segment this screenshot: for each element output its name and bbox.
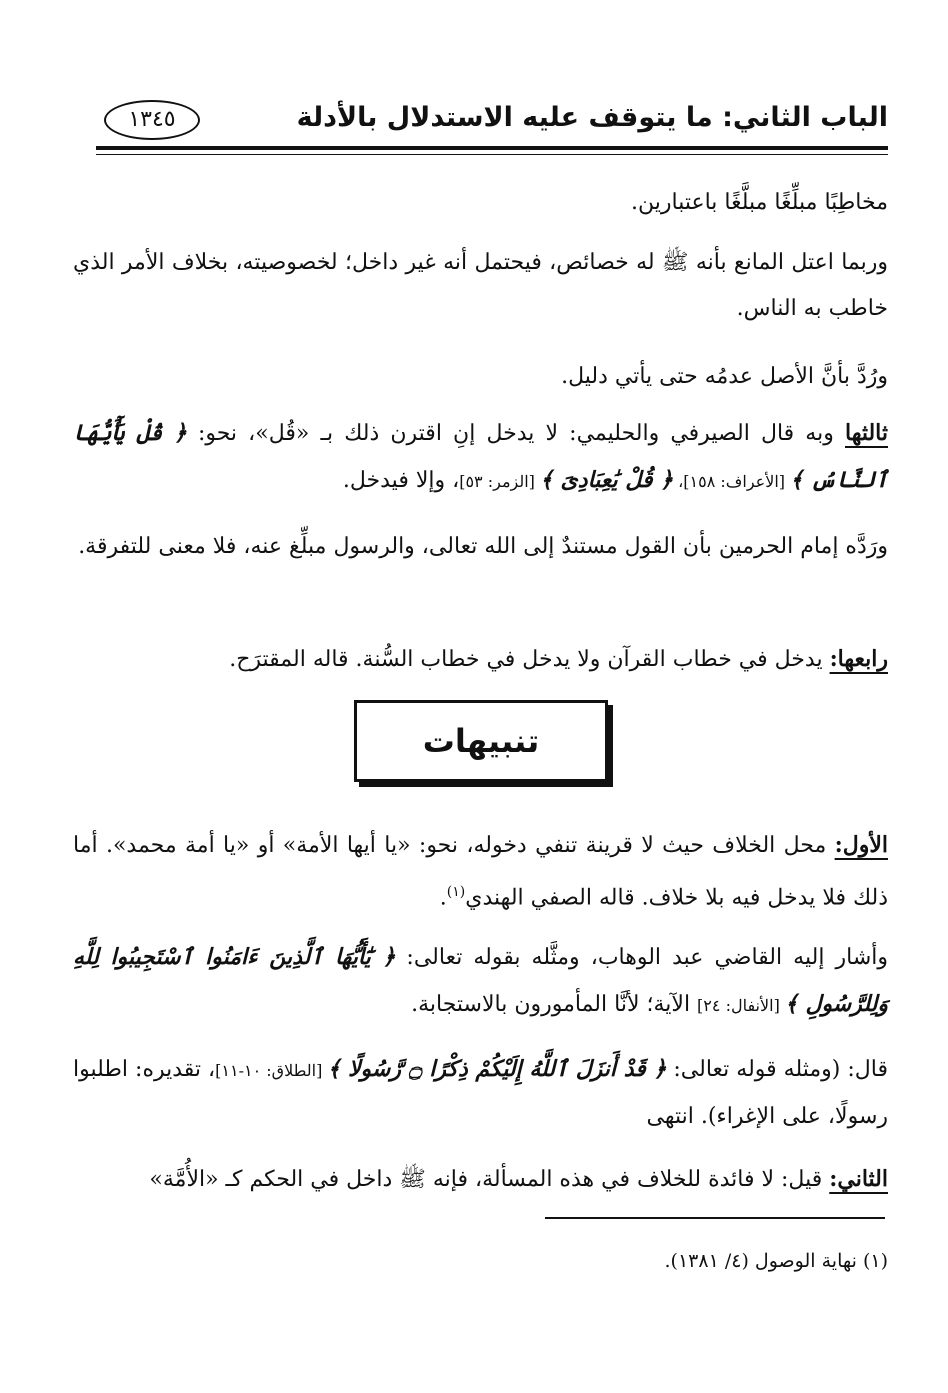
footnote-marker[interactable]: (١) xyxy=(446,884,466,900)
verse-reference: [الأنفال: ٢٤] xyxy=(697,996,785,1015)
paragraph-text: وأشار إليه القاضي عبد الوهاب، ومثَّله بقوله تعالى: xyxy=(395,945,888,970)
paragraph-text: ، تقديره: اطلبوا رسولًا، على الإغراء). انتهى xyxy=(73,1057,888,1129)
paragraph-10 xyxy=(73,1156,888,1203)
header-rule-thick xyxy=(96,146,888,150)
paragraph-text: محل الخلاف حيث لا قرينة تنفي دخوله، نحو: «يا أيها الأمة» أو «يا أمة محمد». أما ذلك فلا يدخل فيه بلا خلاف. قاله الصفي الهندي xyxy=(73,833,888,911)
quran-verse: ﴿ قَدْ أَنزَلَ ٱللَّهُ إِلَيْكُمْ ذِكْرًا ۝ رَّسُولًا ﴾ xyxy=(327,1056,667,1082)
paragraph-8 xyxy=(73,934,888,1029)
footnote-separator xyxy=(545,1217,885,1219)
paragraph-lead: ثالثها xyxy=(844,420,888,446)
page-number: ١٣٤٥ xyxy=(104,100,200,140)
paragraph-7 xyxy=(73,822,888,921)
paragraph-3: ورُدَّ بأنَّ الأصل عدمُه حتى يأتي دليل. xyxy=(561,364,888,389)
section-heading-box xyxy=(354,700,608,782)
paragraph-text: الآية؛ لأنَّا المأمورون بالاستجابة. xyxy=(411,992,698,1017)
paragraph-2: وربما اعتل المانع بأنه ﷺ له خصائص، فيحتمل أنه غير داخل؛ لخصوصيته، بخلاف الأمر الذي خاطب به الناس. xyxy=(73,250,888,321)
paragraph-9 xyxy=(73,1046,888,1140)
paragraph-lead: رابعها: xyxy=(829,646,888,672)
paragraph-text: قيل: لا فائدة للخلاف في هذه المسألة، فإنه ﷺ داخل في الحكم كـ «الأُمَّة» xyxy=(149,1167,830,1192)
quran-verse: ﴿ قُلْ يَٰعِبَادِىَ ﴾ xyxy=(540,467,674,493)
chapter-title: الباب الثاني: ما يتوقف عليه الاستدلال بالأدلة xyxy=(296,102,888,133)
paragraph-text: وبه قال الصيرفي والحليمي: لا يدخل إنِ اقترن ذلك بـ «قُل»، نحو: xyxy=(186,421,845,446)
paragraph-lead: الثاني: xyxy=(829,1166,888,1192)
quran-verse: ﴿ يَٰٓأَيُّهَا ٱلَّذِينَ ءَامَنُوا ٱسْتَجِيبُوا لِلَّهِ وَلِلرَّسُولِ ﴾ xyxy=(73,944,888,1017)
paragraph-6 xyxy=(73,636,888,683)
paragraph-4 xyxy=(73,410,888,505)
section-heading: تنبيهات xyxy=(422,722,540,760)
paragraph-5: ورَدَّه إمام الحرمين بأن القول مستندٌ إلى الله تعالى، والرسول مبلِّغ عنه، فلا معنى للتفرقة. xyxy=(78,534,888,559)
paragraph-text: ، وإلا فيدخل. xyxy=(342,468,460,493)
verse-reference: [الطلاق: ١٠-١١] xyxy=(215,1061,328,1080)
paragraph-text: يدخل في خطاب القرآن ولا يدخل في خطاب السُّنة. قاله المقترَح. xyxy=(229,647,830,672)
paragraph-lead: الأول: xyxy=(834,832,888,858)
paragraph-text: قال: (ومثله قوله تعالى: xyxy=(666,1057,888,1082)
page-header xyxy=(96,96,888,148)
verse-reference: [الزمر: ٥٣] xyxy=(459,472,540,491)
paragraph-text: . xyxy=(439,885,447,911)
footnote: (١) نهاية الوصول (٤/ ١٣٨١). xyxy=(664,1250,888,1272)
paragraph-1: مخاطِبًا مبلِّغًا مبلَّغًا باعتبارين. xyxy=(631,190,888,215)
verse-reference: [الأعراف: ١٥٨]، xyxy=(673,472,791,491)
quran-verse: ﴿ قُلْ يَٰٓأَيُّهَا ٱلنَّاسُ ﴾ xyxy=(73,420,888,493)
header-rule-thin xyxy=(96,154,888,155)
